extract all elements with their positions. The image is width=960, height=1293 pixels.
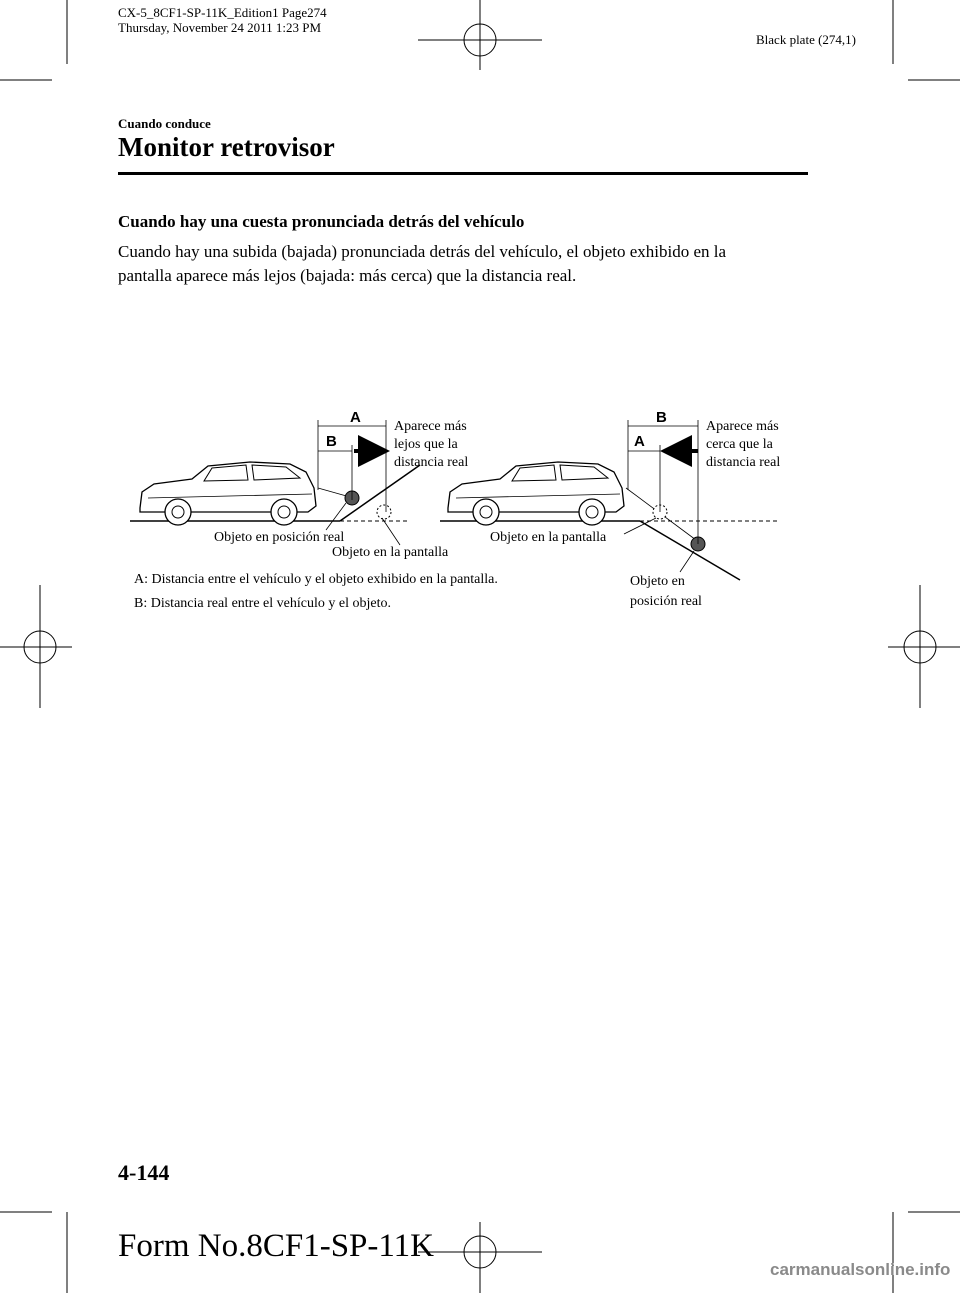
legend-line: A: Distancia entre el vehículo y el objeto exhibido en la pantalla. — [134, 572, 498, 587]
right-note-line: distancia real — [706, 455, 781, 470]
header-date-line: Thursday, November 24 2011 1:23 PM — [118, 20, 322, 35]
legend-line: B: Distancia real entre el vehículo y el objeto. — [134, 596, 391, 611]
body-line: Cuando hay una subida (bajada) pronunciada detrás del vehículo, el objeto exhibido en la — [118, 242, 727, 261]
section-label: Cuando conduce — [118, 116, 211, 131]
vehicle-icon — [448, 462, 624, 525]
right-note-line: cerca que la — [706, 437, 773, 452]
form-number: Form No.8CF1-SP-11K — [118, 1228, 434, 1264]
vehicle-icon — [140, 462, 316, 525]
left-note-line: distancia real — [394, 455, 469, 470]
left-label-screen: Objeto en la pantalla — [332, 545, 449, 560]
header-plate: Black plate (274,1) — [756, 32, 856, 47]
left-note-line: Aparece más — [394, 419, 467, 434]
header-file-line: CX-5_8CF1-SP-11K_Edition1 Page274 — [118, 5, 327, 20]
left-note-line: lejos que la — [394, 437, 458, 452]
left-panel — [130, 409, 468, 560]
left-dim-letter-side: B — [326, 433, 337, 450]
right-dim-letter-side: A — [634, 433, 645, 450]
watermark: carmanualsonline.info — [770, 1260, 951, 1279]
right-note-line: Aparece más — [706, 419, 779, 434]
page-title: Monitor retrovisor — [118, 132, 335, 162]
right-dim-letter-top: B — [656, 409, 667, 426]
subheading: Cuando hay una cuesta pronunciada detrás del vehículo — [118, 212, 525, 231]
page-number: 4-144 — [118, 1160, 170, 1185]
right-label-real-line: posición real — [630, 594, 702, 609]
slope-diagram — [0, 0, 960, 640]
screen-object-icon — [377, 505, 391, 519]
body-line: pantalla aparece más lejos (bajada: más cerca) que la distancia real. — [118, 266, 577, 285]
right-label-real-line: Objeto en — [630, 574, 685, 589]
right-label-screen: Objeto en la pantalla — [490, 530, 607, 545]
left-dim-letter-top: A — [350, 409, 361, 426]
left-label-real: Objeto en posición real — [214, 530, 345, 545]
